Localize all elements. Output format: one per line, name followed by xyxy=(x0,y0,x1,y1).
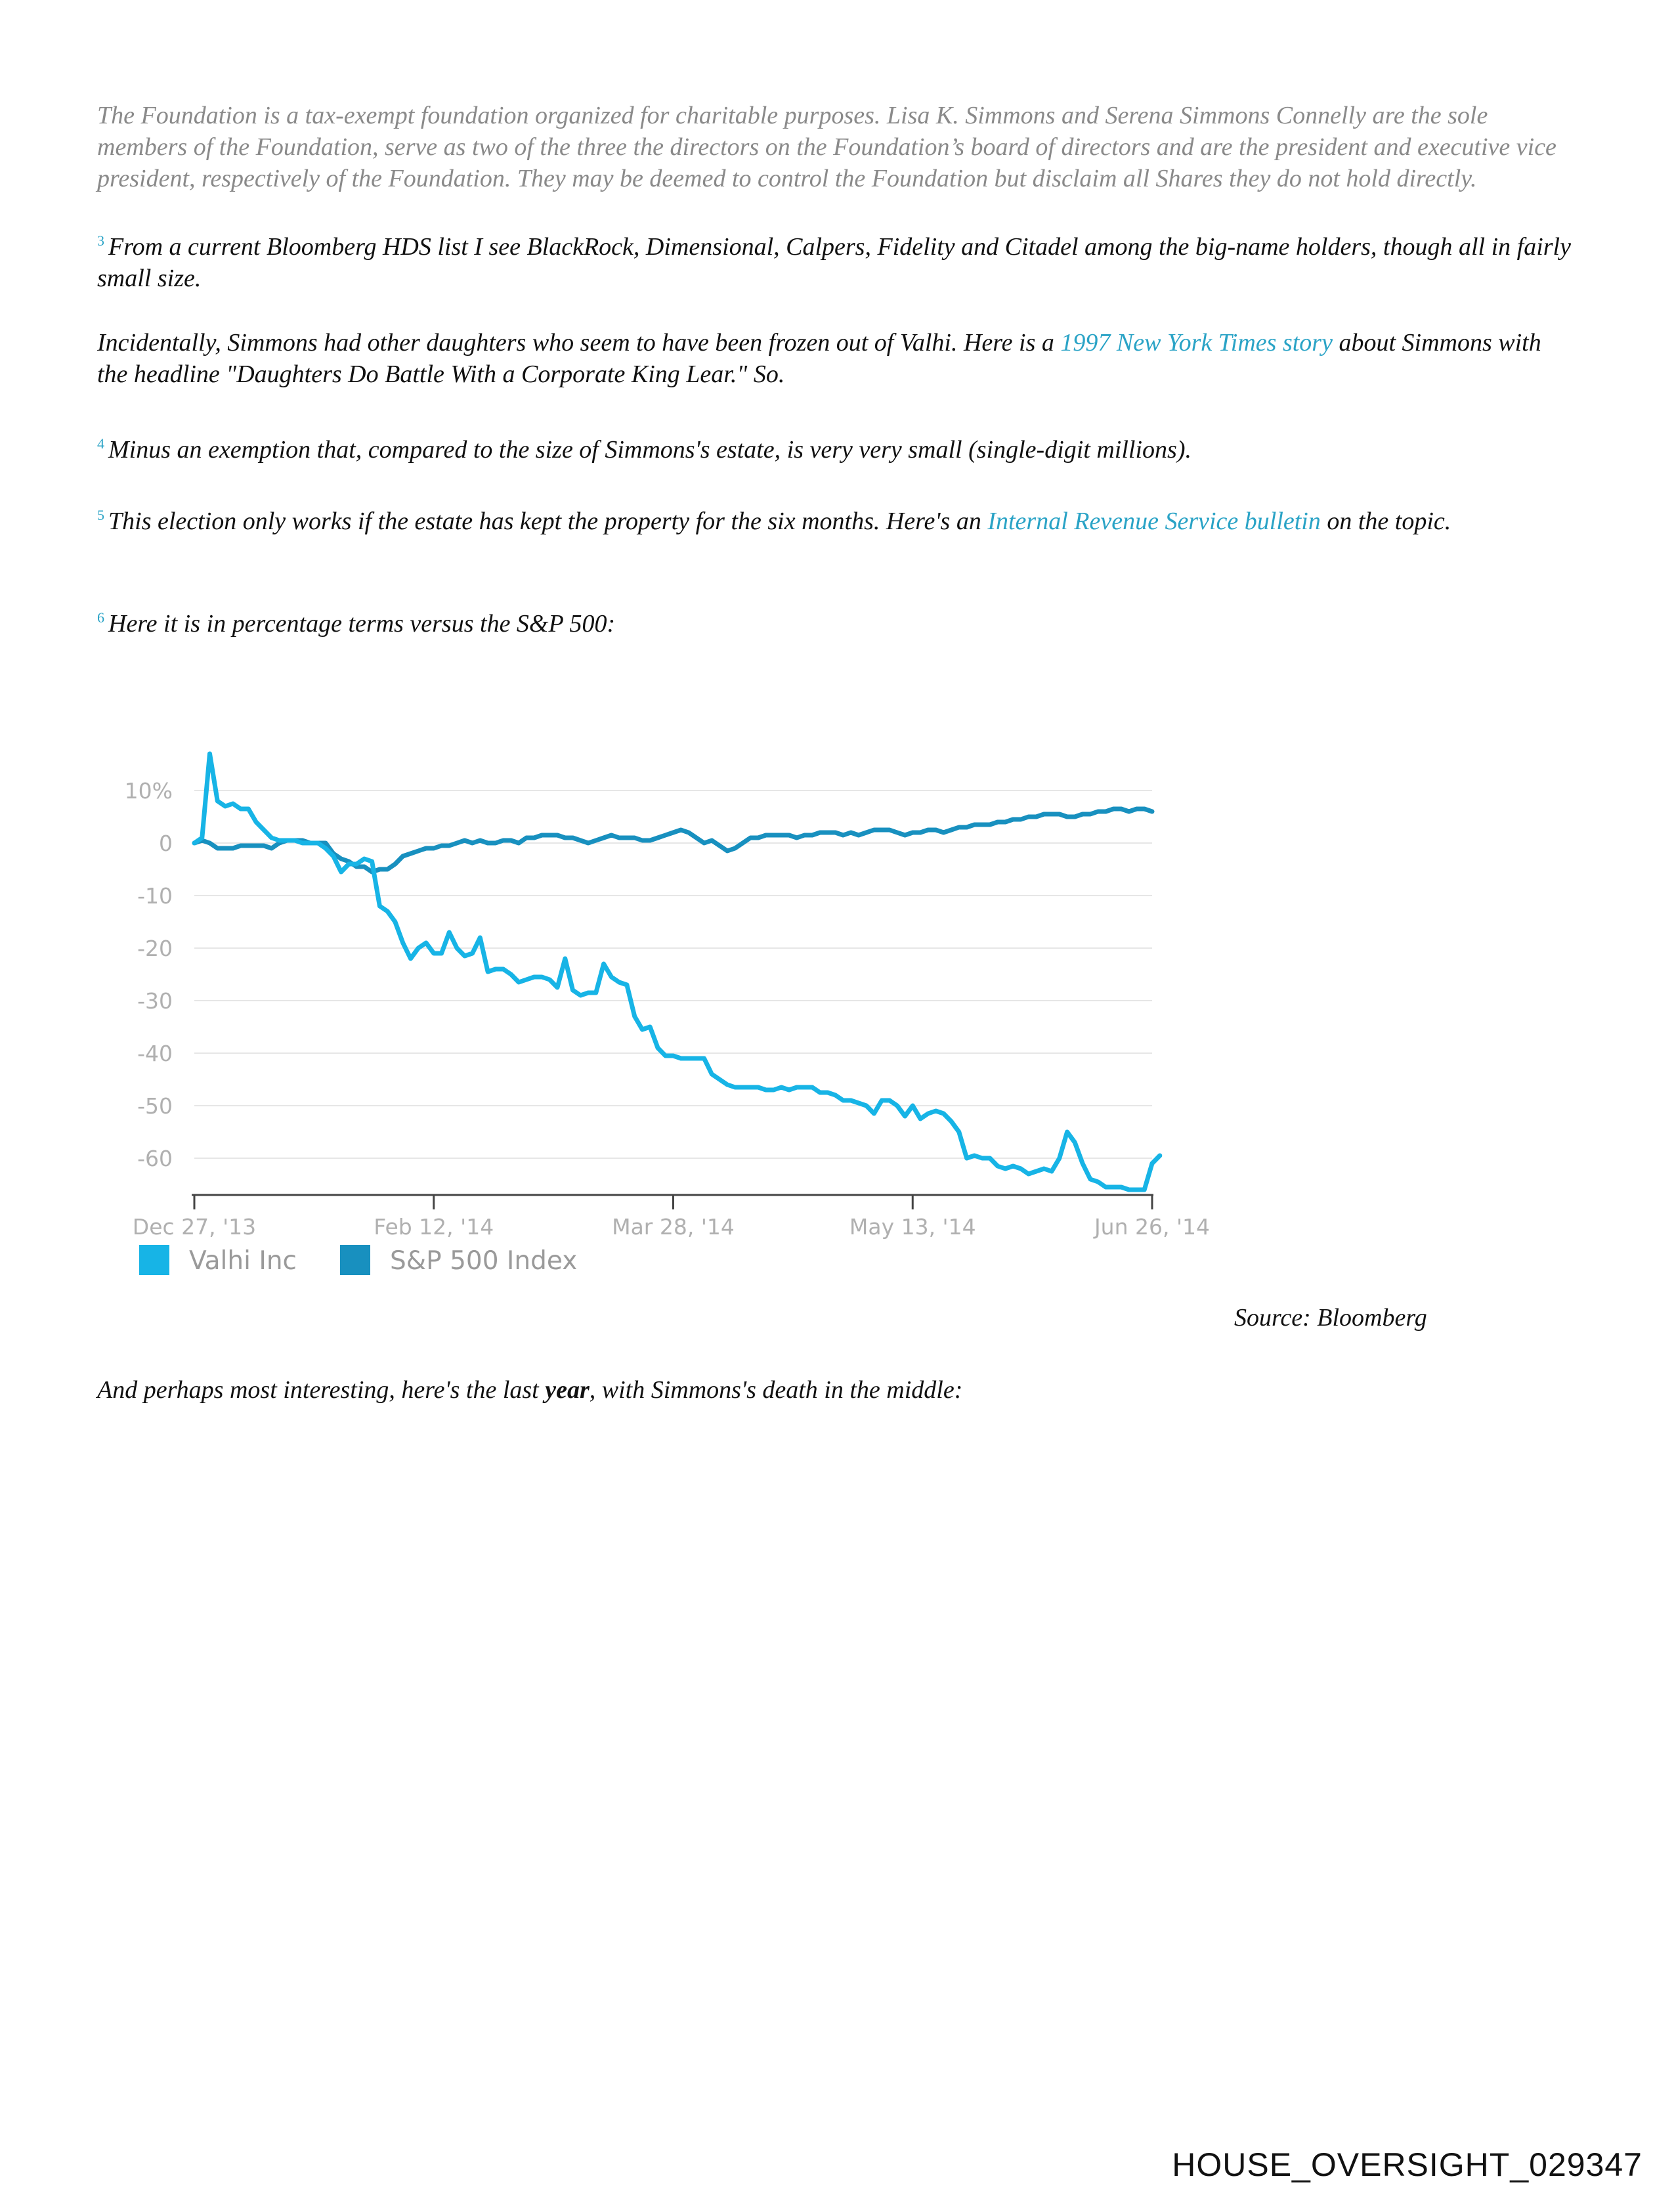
x-tick-label: Jun 26, '14 xyxy=(1094,1214,1211,1240)
chart-source: Source: Bloomberg xyxy=(1234,1304,1427,1332)
performance-chart xyxy=(124,748,1211,1293)
footnote-marker: 4 xyxy=(97,435,104,452)
legend-swatch xyxy=(139,1245,169,1275)
footnote-marker: 5 xyxy=(97,507,104,523)
legend-swatch xyxy=(340,1245,370,1275)
footnote-6 xyxy=(97,602,1574,640)
footnote-5 xyxy=(97,500,1574,537)
nyt-story-link[interactable]: 1997 New York Times story xyxy=(1060,329,1333,357)
y-tick-label: 10% xyxy=(124,778,173,804)
x-tick-label: Mar 28, '14 xyxy=(612,1214,735,1240)
footnote-text: Minus an exemption that, compared to the size of Simmons's estate, is very very small (single-digit millions). xyxy=(108,436,1191,464)
y-tick-label: -30 xyxy=(137,988,173,1014)
footnote-text: From a current Bloomberg HDS list I see BlackRock, Dimensional, Calpers, Fidelity and Citadel among the big-name holders, though all in fairly small size. xyxy=(97,233,1571,292)
paragraph-text: , with Simmons's death in the middle: xyxy=(589,1376,963,1404)
emphasis-year: year xyxy=(545,1376,590,1404)
footnote-text: on the topic. xyxy=(1320,508,1451,535)
document-id: HOUSE_OVERSIGHT_029347 xyxy=(1172,2146,1642,2183)
y-tick-label: 0 xyxy=(159,831,173,856)
y-tick-label: -50 xyxy=(137,1093,173,1119)
footnote-marker: 3 xyxy=(97,232,104,249)
paragraph-text: Incidentally, Simmons had other daughters who seem to have been frozen out of Valhi. Here is a xyxy=(97,329,1061,357)
foundation-note: The Foundation is a tax-exempt foundation organized for charitable purposes. Lisa K. Simmons and Serena Simmons Connelly are the sole members of the Foundation, serve as two of the three the directors on the Foundation’s board of directors and are the president and executive vice president, respectively of the Foundation. They may be deemed to control the Foundation but disclaim all Shares they do not hold directly. xyxy=(97,102,1556,192)
x-tick-label: Dec 27, '13 xyxy=(132,1214,257,1240)
daughters-paragraph xyxy=(97,327,1574,390)
footnote-4 xyxy=(97,428,1574,466)
x-tick-label: Feb 12, '14 xyxy=(374,1214,494,1240)
legend-label: S&P 500 Index xyxy=(390,1246,578,1276)
y-tick-label: -40 xyxy=(137,1041,173,1066)
legend-label: Valhi Inc xyxy=(189,1246,297,1276)
paragraph-text: And perhaps most interesting, here's the last xyxy=(97,1376,546,1404)
footnote-marker: 6 xyxy=(97,609,104,626)
footnote-text: This election only works if the estate has kept the property for the six months. Here's an xyxy=(108,508,988,535)
y-tick-label: -60 xyxy=(137,1146,173,1171)
footnote-3 xyxy=(97,225,1574,294)
irs-bulletin-link[interactable]: Internal Revenue Service bulletin xyxy=(987,508,1321,535)
footnote-text: Here it is in percentage terms versus the S&P 500: xyxy=(108,610,616,638)
x-tick-label: May 13, '14 xyxy=(849,1214,976,1240)
y-tick-label: -10 xyxy=(137,883,173,909)
year-paragraph xyxy=(97,1374,1574,1406)
y-tick-label: -20 xyxy=(137,936,173,961)
paragraph-text: about Simmons with the headline "Daughters Do Battle With a Corporate King Lear." So. xyxy=(97,329,1541,388)
